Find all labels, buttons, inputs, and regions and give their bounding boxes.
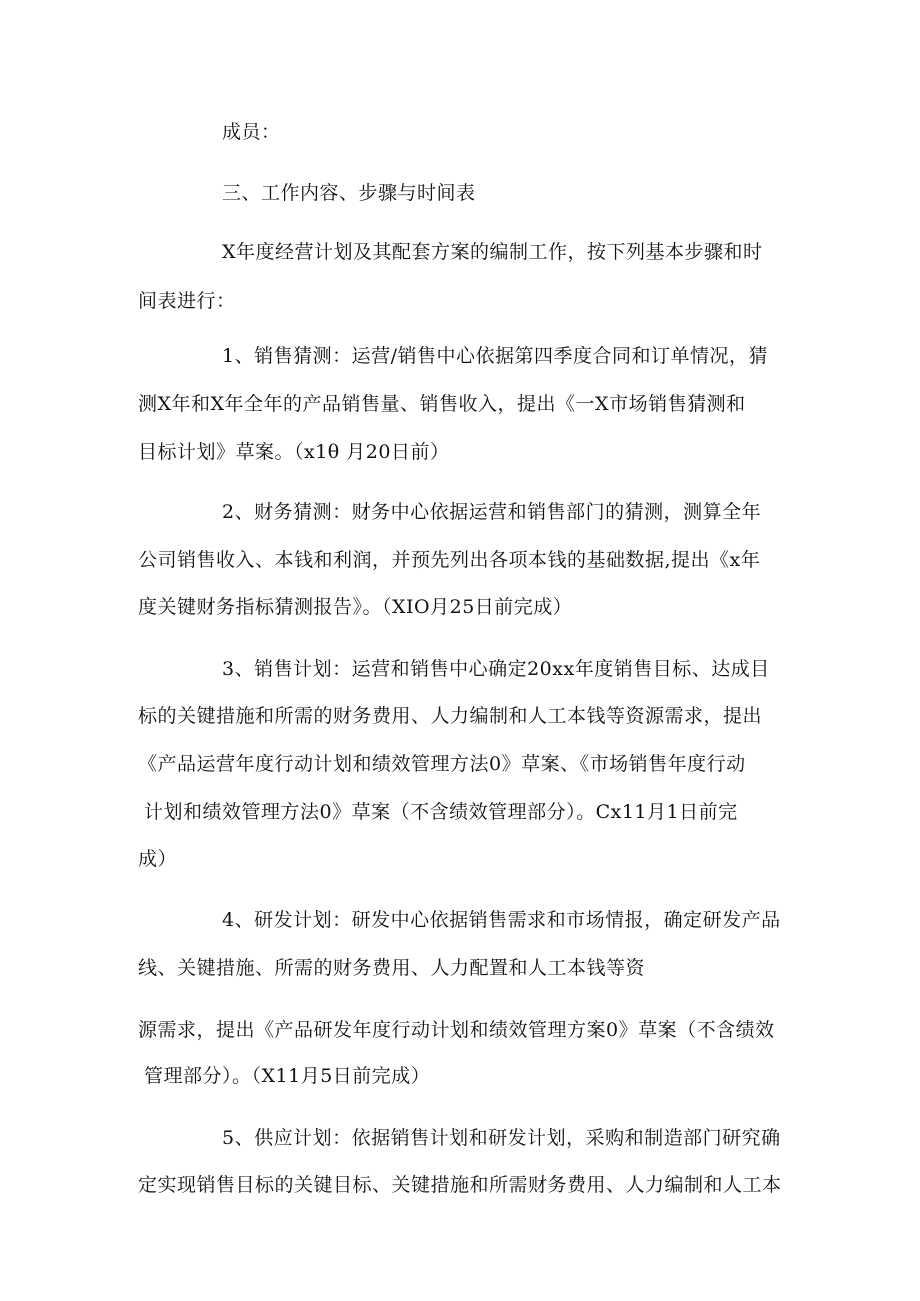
paragraph-line: 标的关键措施和所需的财务费用、人力编制和人工本钱等资源需求，提出	[138, 705, 763, 727]
paragraph-line: 4、研发计划：研发中心依据销售需求和市场情报，确定研发产品	[222, 909, 781, 931]
paragraph-line: 成）	[138, 848, 178, 870]
paragraph-line: 1、销售猜测：运营/销售中心依据第四季度合同和订单情况，猜	[222, 345, 768, 367]
paragraph-line: 目标计划》草案。（x1θ 月20日前）	[138, 441, 450, 463]
paragraph-line: 测X年和X年全年的产品销售量、销售收入，提出《一X市场销售猜测和	[138, 393, 746, 415]
paragraph-line: 定实现销售目标的关键目标、关键措施和所需财务费用、人力编制和人工本	[138, 1174, 782, 1196]
paragraph-line: 度关键财务指标猜测报告》。（XIO月25日前完成）	[138, 596, 573, 618]
paragraph-line: 公司销售收入、本钱和利润，并预先列出各项本钱的基础数据,提出《x年	[138, 549, 761, 571]
paragraph-line: 源需求，提出《产品研发年度行动计划和绩效管理方案0》草案（不含绩效	[138, 1019, 775, 1041]
paragraph-line: 2、财务猜测：财务中心依据运营和销售部门的猜测，测算全年	[222, 501, 762, 523]
paragraph-line: 管理部分）。（X11月5日前完成）	[144, 1065, 431, 1087]
section-heading: 三、工作内容、步骤与时间表	[222, 182, 476, 204]
paragraph-line: X年度经营计划及其配套方案的编制工作，按下列基本步骤和时	[222, 241, 763, 263]
paragraph-line: 5、供应计划：依据销售计划和研发计划，采购和制造部门研究确	[222, 1127, 781, 1149]
members-label: 成员：	[222, 121, 281, 143]
paragraph-line: 3、销售计划：运营和销售中心确定20xx年度销售目标、达成目	[222, 658, 770, 680]
paragraph-line: 计划和绩效管理方法0》草案（不含绩效管理部分）。Cx11月1日前完	[144, 801, 738, 823]
paragraph-line: 《产品运营年度行动计划和绩效管理方法0》草案、《市场销售年度行动	[138, 753, 746, 775]
paragraph-line: 间表进行：	[138, 290, 236, 312]
paragraph-line: 线、关键措施、所需的财务费用、人力配置和人工本钱等资	[138, 957, 646, 979]
